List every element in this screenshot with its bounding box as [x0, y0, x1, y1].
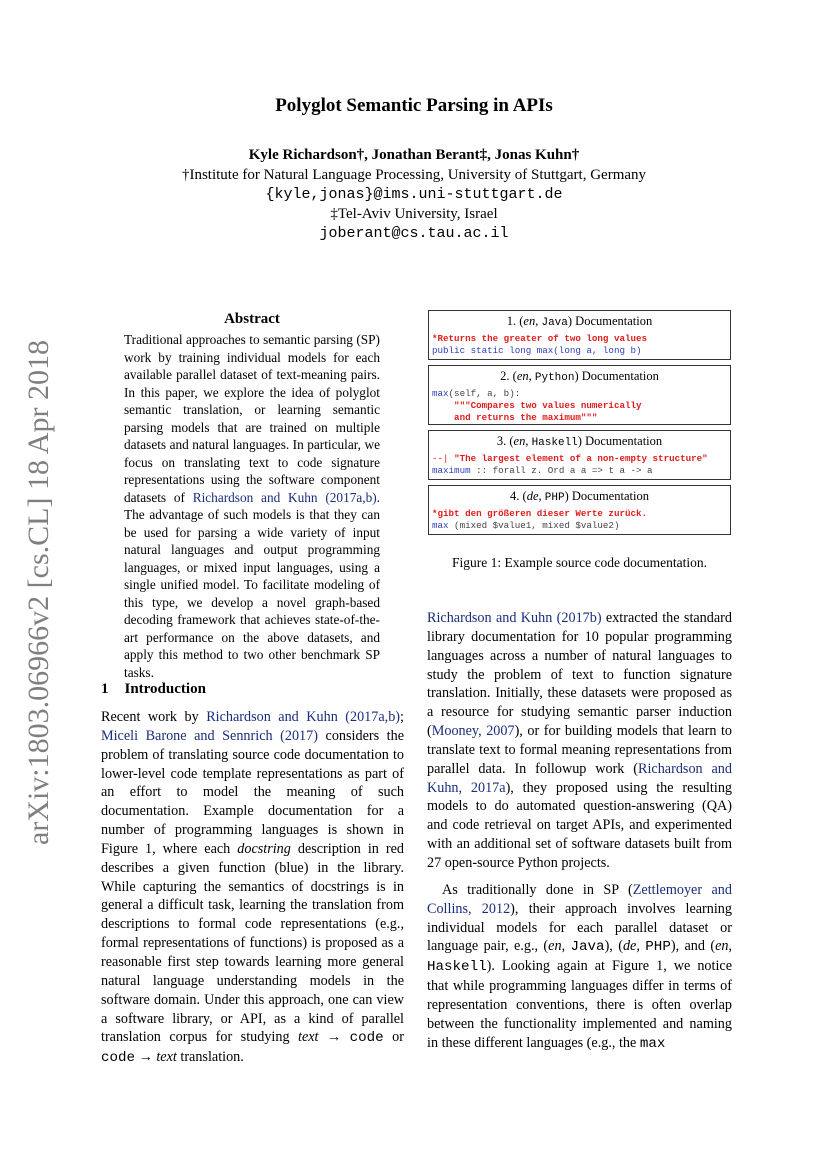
citation-link[interactable]: Richardson and Kuhn (2017b)	[427, 610, 602, 626]
citation-link[interactable]: Mooney, 2007	[431, 723, 515, 740]
email-stuttgart: {kyle,jonas}@ims.uni-stuttgart.de	[265, 186, 563, 203]
affiliation-tel-aviv: ‡Tel-Aviv University, Israel	[330, 206, 498, 222]
citation-link[interactable]: Miceli Barone and Sennrich (2017)	[101, 727, 318, 744]
section-heading-introduction: 1 Introduction	[101, 681, 206, 697]
citation-link[interactable]: Richardson and Kuhn (2017a,b)	[206, 709, 401, 725]
doc-box-haskell: 3. (en, Haskell) Documentation --| "The largest element of a non-empty structure" maximum :: forall z. Ord a a => t a -> a	[428, 430, 731, 480]
paper-title: Polyglot Semantic Parsing in APIs	[275, 95, 553, 116]
introduction-body: Recent work by Richardson and Kuhn (2017a,b); Miceli Barone and Sennrich (2017) considers the problem of translating source code documentation to lower-level code template representations as part of an effort to model the meaning of such documentation. Example documentation for a number of programming languages is shown in Figure 1, where each docstring description in red describes a given function (blue) in the library. While capturing the semantics of docstrings is in general a difficult task, learning the translation from descriptions to formal code representations (e.g., formal representations of functions) is proposed as a reasonable first step towards learning more general natural language understanding models in the software domain. Under this approach, one can view a software library, or API, as a kind of parallel translation corpus for studying text → code or code → text translation.	[101, 709, 404, 1067]
email-tel-aviv: joberant@cs.tau.ac.il	[319, 225, 509, 242]
citation-link[interactable]: Richardson and Kuhn, 2017a	[427, 760, 732, 796]
author-list: Kyle Richardson†, Jonathan Berant‡, Jonas Kuhn†	[248, 147, 580, 163]
doc-box-php: 4. (de, PHP) Documentation *gibt den größeren dieser Werte zurück. max (mixed $value1, mixed $value2)	[428, 485, 731, 535]
right-column-body: Richardson and Kuhn (2017b) extracted the standard library documentation for 10 popular programming languages across a number of natural languages to study the problem of text to function signature translation. Initially, these datasets were proposed as a resource for studying semantic parser induction (Mooney, 2007), or for building models that learn to translate text to formal meaning representations from parallel data. In followup work (Richardson and Kuhn, 2017a), they proposed using the resulting models to do automated question-answering (QA) and code retrieval on target APIs, and experimented with an additional set of software datasets built from 27 open-source Python projects. As traditionally done in SP (Zettlemoyer and Collins, 2012), their approach involves learning individual models for each parallel dataset or language pair, e.g., (en, Java), (de, PHP), and (en, Haskell). Looking again at Figure 1, we notice that while programming languages differ in terms of representation conventions, there is often overlap between the functionality implemented and naming in these different languages (e.g., the max	[427, 610, 733, 1052]
abstract-body: Traditional approaches to semantic parsing (SP) work by training individual models for each available parallel dataset of text-meaning pairs. In this paper, we explore the idea of polyglot semantic translation, or learning semantic parsing models that are trained on multiple datasets and natural languages. In particular, we focus on translating text to code signature representations using the software component datasets of Richardson and Kuhn (2017a,b). The advantage of such models is that they can be used for parsing a wide variety of input natural languages and output programming languages, or mixed input languages, using a single unified model. To facilitate modeling of this type, we develop a novel graph-based decoding framework that achieves state-of-the-art performance on the above datasets, and apply this method to two other benchmark SP tasks.	[124, 332, 380, 680]
figure-caption: Figure 1: Example source code documentation.	[452, 555, 707, 570]
citation-link[interactable]: Zettlemoyer and Collins, 2012	[427, 881, 732, 917]
citation-link[interactable]: Richardson and Kuhn (2017a,b)	[192, 489, 377, 505]
doc-box-java: 1. (en, Java) Documentation *Returns the greater of two long values public static long max(long a, long b)	[428, 310, 731, 360]
abstract-heading: Abstract	[224, 311, 280, 327]
doc-box-python: 2. (en, Python) Documentation max(self, a, b): """Compares two values numerically and returns the maximum"""	[428, 365, 731, 425]
arxiv-identifier: arXiv:1803.06966v2 [cs.CL] 18 Apr 2018	[22, 340, 55, 845]
affiliation-stuttgart: †Institute for Natural Language Processing, University of Stuttgart, Germany	[181, 167, 647, 183]
